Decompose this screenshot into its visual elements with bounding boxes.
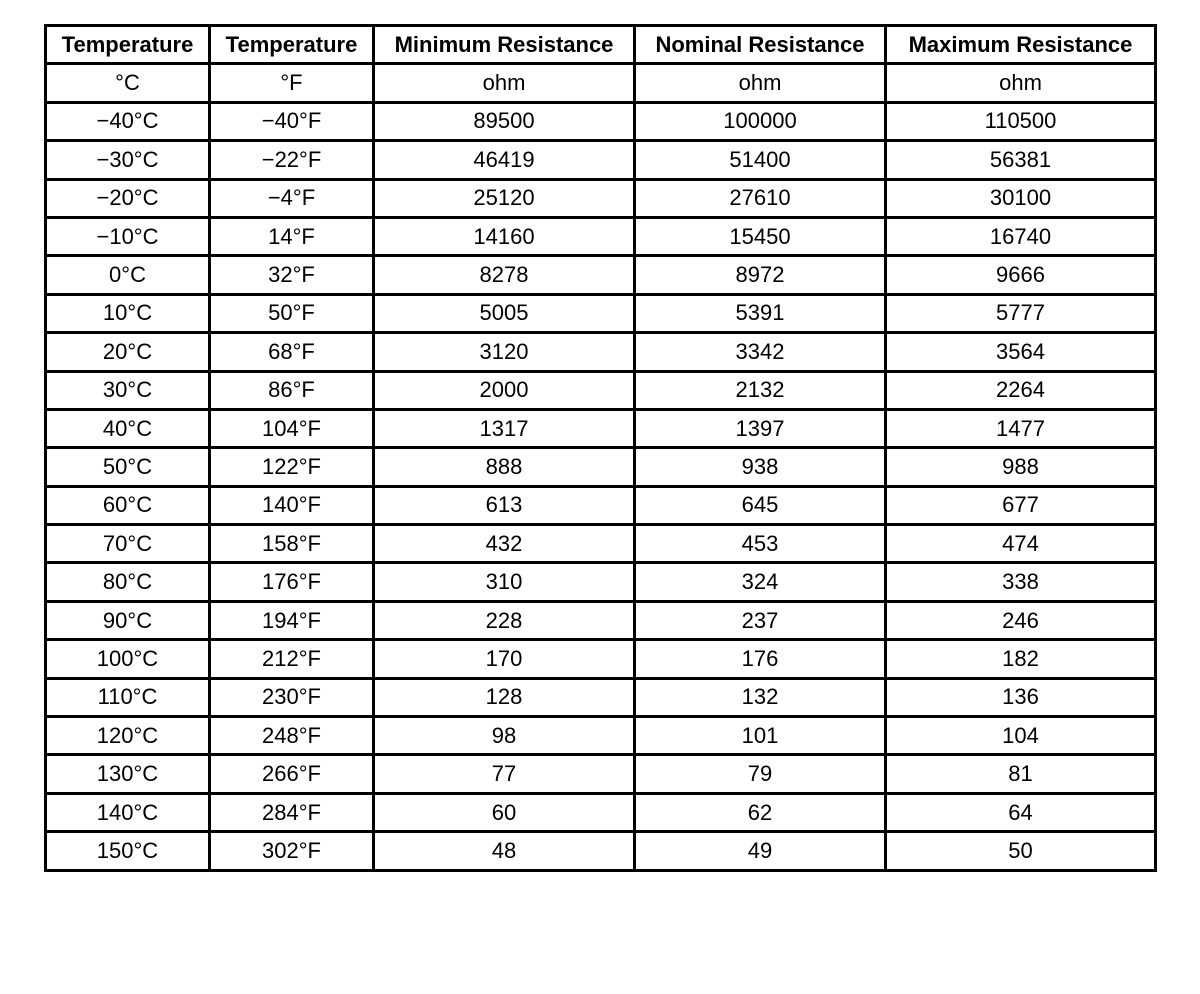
table-row	[46, 256, 1156, 294]
table-row	[46, 294, 1156, 332]
temp-f-cell: 248°F	[210, 717, 374, 755]
temp-c-cell: −10°C	[46, 217, 210, 255]
temp-c-cell: −20°C	[46, 179, 210, 217]
max-resistance-cell: 104	[886, 717, 1156, 755]
nominal-resistance-cell: 1397	[635, 409, 886, 447]
table-row	[46, 832, 1156, 870]
max-resistance-cell: 9666	[886, 256, 1156, 294]
min-resistance-cell: 14160	[374, 217, 635, 255]
nominal-resistance-cell: 62	[635, 793, 886, 831]
temp-c-cell: 70°C	[46, 525, 210, 563]
nominal-resistance-cell: 237	[635, 601, 886, 639]
temp-f-cell: 212°F	[210, 640, 374, 678]
temp-c-cell: 20°C	[46, 333, 210, 371]
min-resistance-cell: 888	[374, 448, 635, 486]
max-resistance-cell: 246	[886, 601, 1156, 639]
temp-c-cell: 30°C	[46, 371, 210, 409]
nominal-resistance-cell: 324	[635, 563, 886, 601]
table-row	[46, 179, 1156, 217]
temp-c-cell: 130°C	[46, 755, 210, 793]
table-row	[46, 486, 1156, 524]
max-resistance-cell: 988	[886, 448, 1156, 486]
nominal-resistance-cell: 176	[635, 640, 886, 678]
max-resistance-cell: 2264	[886, 371, 1156, 409]
nominal-resistance-cell: 5391	[635, 294, 886, 332]
temp-c-cell: 140°C	[46, 793, 210, 831]
temp-f-cell: 140°F	[210, 486, 374, 524]
min-resistance-cell: 25120	[374, 179, 635, 217]
header-temperature-c: Temperature	[46, 26, 210, 64]
units-row	[46, 64, 1156, 102]
min-resistance-cell: 170	[374, 640, 635, 678]
temp-c-cell: 0°C	[46, 256, 210, 294]
temp-c-cell: 10°C	[46, 294, 210, 332]
unit-cell: °C	[46, 64, 210, 102]
header-nominal-resistance: Nominal Resistance	[635, 26, 886, 64]
temp-f-cell: 104°F	[210, 409, 374, 447]
nominal-resistance-cell: 101	[635, 717, 886, 755]
temp-f-cell: 158°F	[210, 525, 374, 563]
header-minimum-resistance: Minimum Resistance	[374, 26, 635, 64]
table-row	[46, 601, 1156, 639]
nominal-resistance-cell: 2132	[635, 371, 886, 409]
min-resistance-cell: 613	[374, 486, 635, 524]
temp-f-cell: −22°F	[210, 141, 374, 179]
temp-f-cell: 122°F	[210, 448, 374, 486]
min-resistance-cell: 77	[374, 755, 635, 793]
temp-c-cell: 90°C	[46, 601, 210, 639]
table-row	[46, 217, 1156, 255]
table-header	[46, 26, 1156, 103]
nominal-resistance-cell: 132	[635, 678, 886, 716]
min-resistance-cell: 432	[374, 525, 635, 563]
min-resistance-cell: 5005	[374, 294, 635, 332]
nominal-resistance-cell: 15450	[635, 217, 886, 255]
nominal-resistance-cell: 100000	[635, 102, 886, 140]
table-row	[46, 563, 1156, 601]
header-maximum-resistance: Maximum Resistance	[886, 26, 1156, 64]
unit-cell: ohm	[886, 64, 1156, 102]
temp-f-cell: 68°F	[210, 333, 374, 371]
temp-c-cell: 120°C	[46, 717, 210, 755]
temp-f-cell: −4°F	[210, 179, 374, 217]
table-row	[46, 755, 1156, 793]
max-resistance-cell: 81	[886, 755, 1156, 793]
max-resistance-cell: 5777	[886, 294, 1156, 332]
temp-f-cell: −40°F	[210, 102, 374, 140]
min-resistance-cell: 128	[374, 678, 635, 716]
max-resistance-cell: 1477	[886, 409, 1156, 447]
min-resistance-cell: 8278	[374, 256, 635, 294]
temp-f-cell: 230°F	[210, 678, 374, 716]
max-resistance-cell: 50	[886, 832, 1156, 870]
min-resistance-cell: 1317	[374, 409, 635, 447]
min-resistance-cell: 310	[374, 563, 635, 601]
max-resistance-cell: 474	[886, 525, 1156, 563]
temp-c-cell: 40°C	[46, 409, 210, 447]
temp-f-cell: 266°F	[210, 755, 374, 793]
min-resistance-cell: 60	[374, 793, 635, 831]
max-resistance-cell: 56381	[886, 141, 1156, 179]
nominal-resistance-cell: 453	[635, 525, 886, 563]
table-body	[46, 102, 1156, 870]
nominal-resistance-cell: 49	[635, 832, 886, 870]
temp-f-cell: 50°F	[210, 294, 374, 332]
resistance-table	[44, 24, 1157, 872]
max-resistance-cell: 182	[886, 640, 1156, 678]
unit-cell: ohm	[635, 64, 886, 102]
table-row	[46, 793, 1156, 831]
min-resistance-cell: 48	[374, 832, 635, 870]
temp-f-cell: 284°F	[210, 793, 374, 831]
min-resistance-cell: 89500	[374, 102, 635, 140]
nominal-resistance-cell: 3342	[635, 333, 886, 371]
unit-cell: ohm	[374, 64, 635, 102]
temp-f-cell: 86°F	[210, 371, 374, 409]
min-resistance-cell: 46419	[374, 141, 635, 179]
table-row	[46, 640, 1156, 678]
header-temperature-f: Temperature	[210, 26, 374, 64]
table-row	[46, 678, 1156, 716]
max-resistance-cell: 338	[886, 563, 1156, 601]
max-resistance-cell: 110500	[886, 102, 1156, 140]
max-resistance-cell: 677	[886, 486, 1156, 524]
table-row	[46, 409, 1156, 447]
nominal-resistance-cell: 27610	[635, 179, 886, 217]
table-row	[46, 448, 1156, 486]
table-row	[46, 525, 1156, 563]
table-row	[46, 141, 1156, 179]
temp-c-cell: −40°C	[46, 102, 210, 140]
temp-f-cell: 176°F	[210, 563, 374, 601]
temp-f-cell: 32°F	[210, 256, 374, 294]
temp-c-cell: 110°C	[46, 678, 210, 716]
temp-c-cell: 80°C	[46, 563, 210, 601]
nominal-resistance-cell: 51400	[635, 141, 886, 179]
unit-cell: °F	[210, 64, 374, 102]
table-row	[46, 371, 1156, 409]
nominal-resistance-cell: 645	[635, 486, 886, 524]
min-resistance-cell: 228	[374, 601, 635, 639]
nominal-resistance-cell: 8972	[635, 256, 886, 294]
nominal-resistance-cell: 938	[635, 448, 886, 486]
header-row	[46, 26, 1156, 64]
max-resistance-cell: 16740	[886, 217, 1156, 255]
min-resistance-cell: 2000	[374, 371, 635, 409]
max-resistance-cell: 30100	[886, 179, 1156, 217]
table-row	[46, 717, 1156, 755]
temp-f-cell: 302°F	[210, 832, 374, 870]
temp-f-cell: 194°F	[210, 601, 374, 639]
max-resistance-cell: 3564	[886, 333, 1156, 371]
temp-c-cell: 50°C	[46, 448, 210, 486]
table-row	[46, 102, 1156, 140]
temp-c-cell: 100°C	[46, 640, 210, 678]
temp-c-cell: 60°C	[46, 486, 210, 524]
max-resistance-cell: 64	[886, 793, 1156, 831]
max-resistance-cell: 136	[886, 678, 1156, 716]
min-resistance-cell: 98	[374, 717, 635, 755]
min-resistance-cell: 3120	[374, 333, 635, 371]
temp-c-cell: 150°C	[46, 832, 210, 870]
temp-c-cell: −30°C	[46, 141, 210, 179]
table-row	[46, 333, 1156, 371]
temp-f-cell: 14°F	[210, 217, 374, 255]
nominal-resistance-cell: 79	[635, 755, 886, 793]
